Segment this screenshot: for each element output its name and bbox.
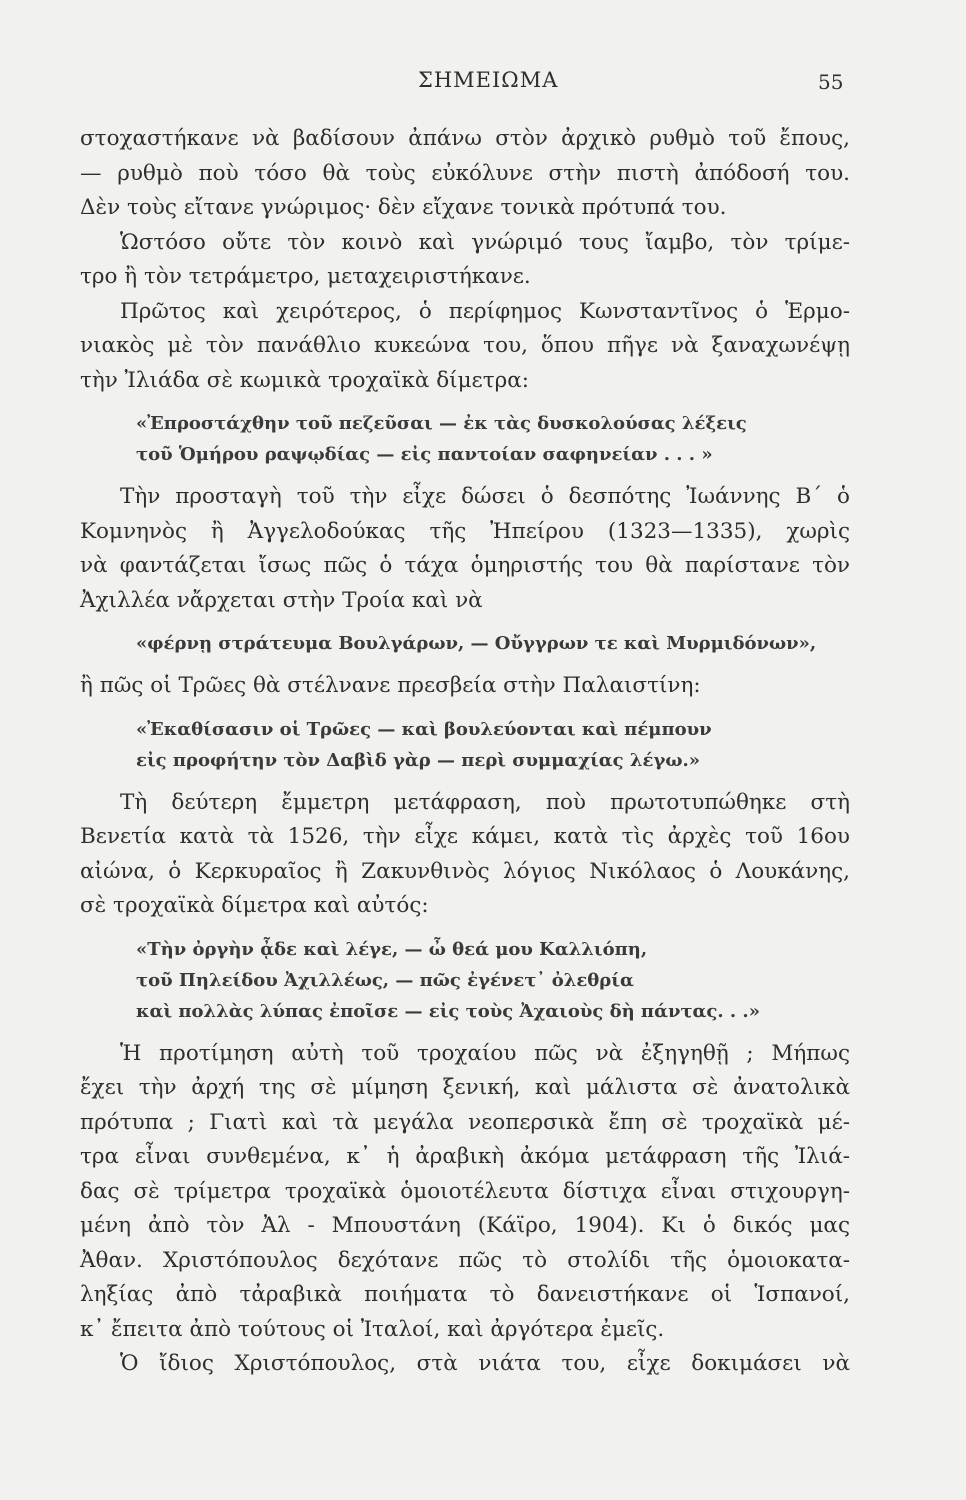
verse-line: τοῦ Ὁμήρου ραψῳδίας — εἰς παντοίαν σαφηνείαν . . . »: [136, 444, 713, 465]
text-line: νὰ φαντάζεται ἴσως πῶς ὁ τάχα ὁμηριστής του θὰ παρίστανε τὸν: [80, 553, 850, 578]
text-line: Ἡ προτίμηση αὐτὴ τοῦ τροχαίου πῶς νὰ ἐξηγηθῇ ; Μήπως: [120, 1040, 850, 1066]
paragraph-7: [80, 1037, 850, 1348]
paragraph-8: [80, 1347, 850, 1382]
text-line: Δὲν τοὺς εἴτανε γνώριμος· δὲν εἴχανε τονικὰ πρότυπά του.: [80, 195, 727, 220]
text-line: Ὁ ἴδιος Χριστόπουλος, στὰ νιάτα του, εἶχε δοκιμάσει νὰ: [120, 1351, 850, 1376]
text-line: δας σὲ τρίμετρα τροχαϊκὰ ὁμοιοτέλευτα δίστιχα εἶναι στιχουργη-: [80, 1178, 850, 1204]
running-title: ΣΗΜΕΙΩΜΑ: [418, 68, 559, 92]
verse-line: «φέρνῃ στράτευμα Βουλγάρων, — Οὔγγρων τε καὶ Μυρμιδόνων»,: [136, 633, 817, 654]
page-header: [0, 68, 966, 98]
verse-line: εἰς προφήτην τὸν Δαβὶδ γὰρ — περὶ συμμαχίας λέγω.»: [136, 749, 700, 771]
text-line: ληξίας ἀπὸ τἀραβικὰ ποιήματα τὸ δανειστήκανε οἱ Ἱσπανοί,: [80, 1282, 850, 1307]
body-text: [80, 122, 850, 1382]
verse-quote-1: [80, 408, 850, 470]
paragraph-1: [80, 122, 850, 226]
text-line: Τὴν προσταγὴ τοῦ τὴν εἶχε δώσει ὁ δεσπότης Ἰωάννης Β΄ ὁ: [120, 484, 850, 509]
paragraph-4: [80, 480, 850, 618]
paragraph-2: [80, 226, 850, 295]
verse-line: «Τὴν ὀργὴν ᾆδε καὶ λέγε, — ὦ θεά μου Καλλιόπη,: [136, 938, 648, 960]
paragraph-5: [80, 669, 850, 704]
text-line: νιακὸς μὲ τὸν πανάθλιο κυκεώνα του, ὅπου πῆγε νὰ ξαναχωνέψῃ: [80, 333, 850, 358]
text-line: τρο ἢ τὸν τετράμετρο, μεταχειριστήκανε.: [80, 264, 531, 289]
verse-line: καὶ πολλὰς λύπας ἐποῖσε — εἰς τοὺς Ἀχαιοὺς δὴ πάντας. . .»: [136, 1000, 760, 1022]
text-line: σὲ τροχαϊκὰ δίμετρα καὶ αὐτός:: [80, 893, 429, 918]
verse-line: «Ἐπροστάχθην τοῦ πεζεῦσαι — ἐκ τὰς δυσκολούσας λέξεις: [136, 413, 747, 434]
page-number: 55: [818, 70, 844, 94]
verse-quote-4: [80, 934, 850, 1027]
text-line: Βενετία κατὰ τὰ 1526, τὴν εἶχε κάμει, κατὰ τὶς ἀρχὲς τοῦ 16ου: [80, 824, 850, 849]
text-line: Ἀχιλλέα νἄρχεται στὴν Τροία καὶ νὰ: [80, 587, 483, 613]
text-line: Κομνηνὸς ἢ Ἀγγελοδούκας τῆς Ἠπείρου (1323—1335), χωρὶς: [80, 518, 850, 544]
text-line: — ρυθμὸ ποὺ τόσο θὰ τοὺς εὐκόλυνε στὴν πιστὴ ἀπόδοσή του.: [80, 160, 850, 186]
text-line: Ἀθαν. Χριστόπουλος δεχότανε πῶς τὸ στολίδι τῆς ὁμοιοκατα-: [80, 1247, 850, 1273]
text-line: Τὴ δεύτερη ἔμμετρη μετάφραση, ποὺ πρωτοτυπώθηκε στὴ: [120, 789, 850, 815]
verse-line: τοῦ Πηλείδου Ἀχιλλέως, — πῶς ἐγένετ᾽ ὀλεθρία: [136, 969, 634, 991]
text-line: ἢ πῶς οἱ Τρῶες θὰ στέλνανε πρεσβεία στὴν Παλαιστίνη:: [80, 673, 701, 698]
verse-line: «Ἐκαθίσασιν οἱ Τρῶες — καὶ βουλεύονται καὶ πέμπουν: [136, 718, 712, 740]
verse-quote-3: [80, 714, 850, 776]
text-line: Ὡστόσο οὔτε τὸν κοινὸ καὶ γνώριμό τους ἴαμβο, τὸν τρίμε-: [120, 229, 850, 255]
text-line: στοχαστήκανε νὰ βαδίσουν ἀπάνω στὸν ἀρχικὸ ρυθμὸ τοῦ ἔπους,: [80, 126, 850, 151]
text-line: πρότυπα ; Γιατὶ καὶ τὰ μεγάλα νεοπερσικὰ ἔπη σὲ τροχαϊκὰ μέ-: [80, 1109, 850, 1135]
paragraph-3: [80, 295, 850, 399]
text-line: τὴν Ἰλιάδα σὲ κωμικὰ τροχαϊκὰ δίμετρα:: [80, 367, 529, 393]
text-line: Πρῶτος καὶ χειρότερος, ὁ περίφημος Κωνσταντῖνος ὁ Ἑρμο-: [120, 298, 850, 324]
text-line: αἰώνα, ὁ Κερκυραῖος ἢ Ζακυνθινὸς λόγιος Νικόλαος ὁ Λουκάνης,: [80, 858, 850, 884]
verse-quote-2: [80, 628, 850, 659]
text-line: τρα εἶναι συνθεμένα, κ᾽ ἡ ἀραβικὴ ἀκόμα μετάφραση τῆς Ἰλιά-: [80, 1144, 850, 1169]
text-line: μένη ἀπὸ τὸν Ἀλ - Μπουστάνη (Κάϊρο, 1904). Κι ὁ δικός μας: [80, 1213, 850, 1238]
text-line: ἔχει τὴν ἀρχή της σὲ μίμηση ξενική, καὶ μάλιστα σὲ ἀνατολικὰ: [80, 1075, 850, 1100]
paragraph-6: [80, 786, 850, 924]
text-line: κ᾽ ἔπειτα ἀπὸ τούτους οἱ Ἰταλοί, καὶ ἀργότερα ἐμεῖς.: [80, 1316, 665, 1342]
